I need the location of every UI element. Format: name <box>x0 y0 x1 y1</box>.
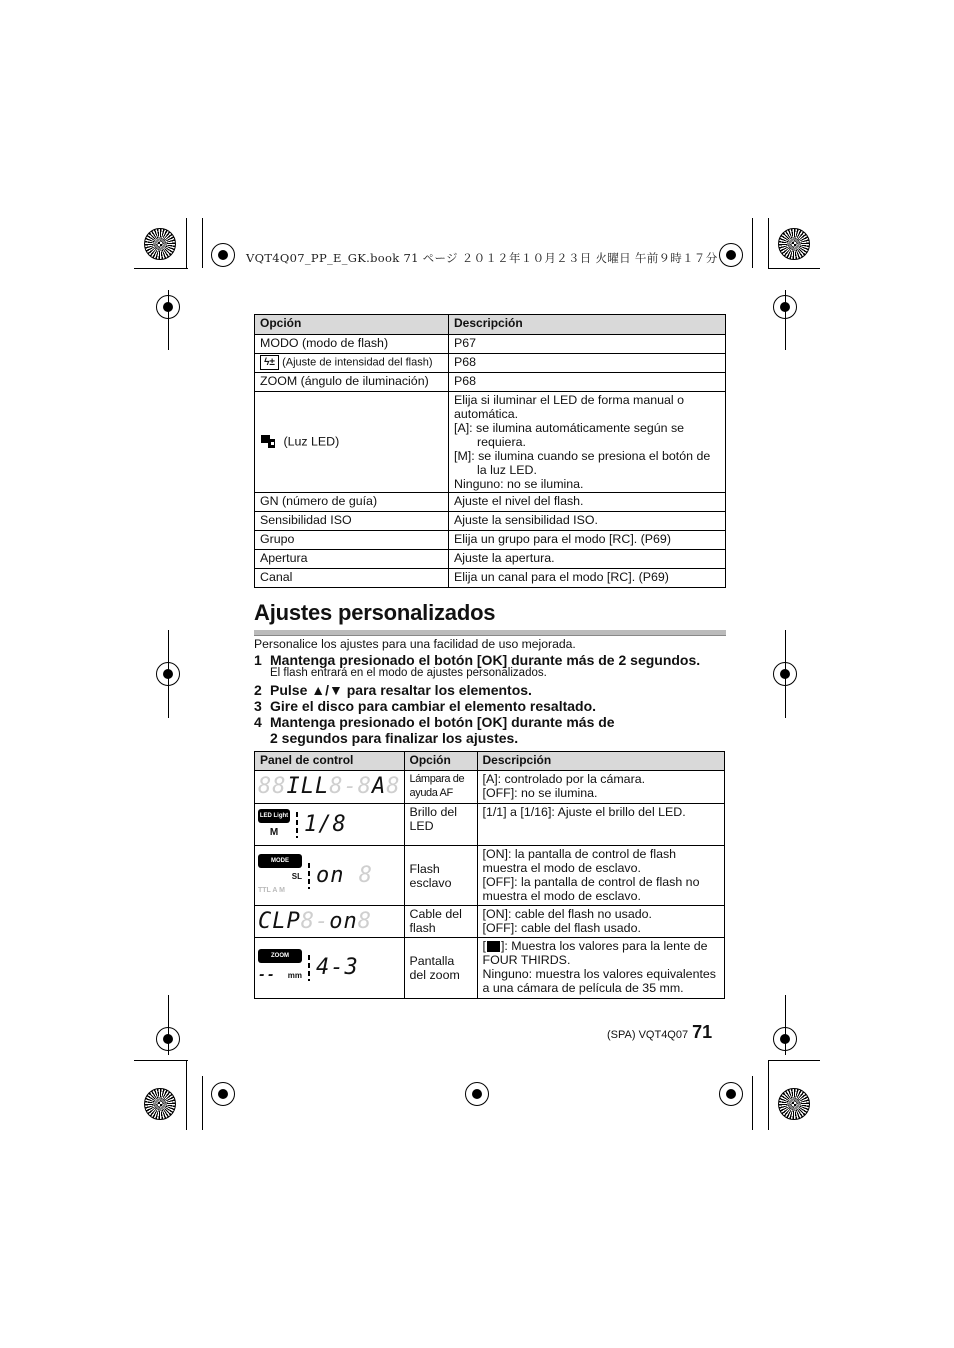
registration-starburst-icon <box>778 228 810 260</box>
options-table <box>254 314 726 588</box>
section-title: Ajustes personalizados <box>254 600 496 625</box>
registration-target-icon <box>719 243 743 267</box>
page-footer <box>607 1022 712 1043</box>
lcd-value: ILL <box>286 774 330 799</box>
option-cell: ZOOM (ángulo de iluminación) <box>255 373 449 392</box>
registration-target-icon <box>156 662 180 686</box>
option-cell: Lámpara de ayuda AF <box>404 771 477 804</box>
crop-mark <box>186 1060 187 1130</box>
lcd-value: 4-3 <box>316 955 359 980</box>
step-2: 2 Pulse ▲/▼ para resaltar los elementos. <box>254 682 532 698</box>
crop-mark <box>186 218 187 268</box>
description-cell: Ajuste el nivel del flash. <box>449 493 726 512</box>
option-cell: Brillo del LED <box>404 804 477 846</box>
description-cell: P67 <box>449 335 726 354</box>
crop-mark <box>134 1060 188 1061</box>
crop-mark <box>202 1076 203 1130</box>
lcd-value: CLP <box>258 908 301 934</box>
table-row <box>255 771 725 804</box>
option-cell: Apertura <box>255 550 449 569</box>
option-cell: GN (número de guía) <box>255 493 449 512</box>
manual-code: (SPA) VQT4Q07 <box>607 1029 689 1041</box>
table-row <box>255 335 726 354</box>
crop-mark <box>768 1060 769 1130</box>
step-3: 3 Gire el disco para cambiar el elemento resaltado. <box>254 698 597 714</box>
table-header-row <box>255 315 726 335</box>
column-header: Descripción <box>477 752 725 771</box>
panel-badge: ZOOM <box>258 949 302 963</box>
description-cell: Ajuste la sensibilidad ISO. <box>449 512 726 531</box>
table-row <box>255 354 726 373</box>
lcd-divider <box>308 863 310 889</box>
lcd-value: on <box>316 862 345 888</box>
table-row <box>255 906 725 938</box>
step-1: 1 Mantenga presionado el botón [OK] durante más de 2 segundos. <box>254 652 701 668</box>
option-cell: (Luz LED) <box>255 392 449 493</box>
step-4: 4 Mantenga presionado el botón [OK] durante más de <box>254 714 615 730</box>
registration-target-icon <box>773 662 797 686</box>
option-cell: Cable del flash <box>404 906 477 938</box>
table-header-row <box>255 752 725 771</box>
description-cell: [ ]: Muestra los valores para la lente de FOUR THIRDS. Ninguno: muestra los valores equivalentes a una cámara de película de 35 mm. <box>477 938 725 999</box>
table-row <box>255 512 726 531</box>
registration-starburst-icon <box>144 1088 176 1120</box>
registration-target-icon <box>773 1027 797 1051</box>
lcd-value: 1/8 <box>304 811 347 837</box>
intro-text: Personalice los ajustes para una facilidad de uso mejorada. <box>254 637 576 651</box>
panel-badge: MODE <box>258 854 302 868</box>
registration-target-icon <box>465 1082 489 1106</box>
option-cell: Pantalla del zoom <box>404 938 477 999</box>
custom-settings-table <box>254 751 725 999</box>
table-row <box>255 373 726 392</box>
option-cell: Grupo <box>255 531 449 550</box>
crop-mark <box>202 218 203 268</box>
lcd-value: on <box>329 908 358 934</box>
option-cell: Flash esclavo <box>404 846 477 906</box>
table-row <box>255 804 725 846</box>
table-row <box>255 569 726 588</box>
crop-mark <box>768 1060 820 1061</box>
option-cell: MODO (modo de flash) <box>255 335 449 354</box>
description-cell: Elija un canal para el modo [RC]. (P69) <box>449 569 726 588</box>
step-4-continued: 2 segundos para finalizar los ajustes. <box>270 730 519 746</box>
crop-mark <box>768 268 820 269</box>
description-cell: [1/1] a [1/16]: Ajuste el brillo del LED. <box>477 804 725 846</box>
registration-target-icon <box>773 295 797 319</box>
lcd-divider <box>296 812 298 838</box>
table-row <box>255 550 726 569</box>
table-row <box>255 493 726 512</box>
crop-mark <box>768 218 769 268</box>
description-cell: P68 <box>449 373 726 392</box>
table-row <box>255 531 726 550</box>
lcd-panel <box>255 938 405 999</box>
table-row <box>255 392 726 493</box>
crop-mark <box>134 268 188 269</box>
panel-label: M <box>269 827 279 838</box>
lcd-panel: MODE SL TTL A M on 8 <box>255 846 405 906</box>
lcd-value: A <box>372 774 387 799</box>
option-cell: Sensibilidad ISO <box>255 512 449 531</box>
page-number: 71 <box>692 1022 713 1042</box>
description-cell: [A]: controlado por la cámara. [OFF]: no se ilumina. <box>477 771 725 804</box>
registration-target-icon <box>156 295 180 319</box>
registration-target-icon <box>719 1082 743 1106</box>
description-cell: [ON]: cable del flash no usado. [OFF]: cable del flash usado. <box>477 906 725 938</box>
registration-target-icon <box>156 1027 180 1051</box>
column-header: Opción <box>255 315 449 335</box>
book-slug-line: VQT4Q07_PP_E_GK.book 71 ページ ２０１２年１０月２３日 火曜日 午前９時１７分 <box>246 251 718 265</box>
panel-label: mm <box>287 971 302 980</box>
lcd-panel: 88ILL8-8A8 <box>255 771 405 804</box>
led-light-icon <box>260 434 280 450</box>
lcd-divider <box>308 955 310 981</box>
crop-mark <box>752 1076 753 1130</box>
column-header: Descripción <box>449 315 726 335</box>
crop-mark <box>752 218 753 268</box>
table-row <box>255 938 725 999</box>
title-rule <box>254 630 726 636</box>
panel-sublabel: TTL A M <box>258 886 285 894</box>
option-cell: Canal <box>255 569 449 588</box>
flash-intensity-icon: ϟ± <box>260 355 279 370</box>
step-1-note: El flash entrará en el modo de ajustes personalizados. <box>270 667 547 679</box>
option-cell: ϟ± (Ajuste de intensidad del flash) <box>255 354 449 373</box>
registration-target-icon <box>211 243 235 267</box>
dash-digits: -- <box>258 968 276 983</box>
description-cell: [ON]: la pantalla de control de flash muestra el modo de esclavo. [OFF]: la pantalla de control de flash no muestra el modo de esclavo. <box>477 846 725 906</box>
description-cell: Elija un grupo para el modo [RC]. (P69) <box>449 531 726 550</box>
lcd-panel: CLP8-on8 <box>255 906 405 938</box>
table-row <box>255 846 725 906</box>
registration-starburst-icon <box>144 228 176 260</box>
column-header: Opción <box>404 752 477 771</box>
column-header: Panel de control <box>255 752 405 771</box>
registration-starburst-icon <box>778 1088 810 1120</box>
panel-badge: LED Light <box>258 809 290 823</box>
panel-label: SL <box>291 871 302 881</box>
four-thirds-icon <box>487 941 500 952</box>
description-cell: Ajuste la apertura. <box>449 550 726 569</box>
description-cell: Elija si iluminar el LED de forma manual o automática. [A]: se ilumina automáticamente según se requiera. [M]: se ilumina cuando se presiona el botón de la luz LED. Ninguno: no se ilumina. <box>449 392 726 493</box>
registration-target-icon <box>211 1082 235 1106</box>
description-cell: P68 <box>449 354 726 373</box>
lcd-panel <box>255 804 405 846</box>
